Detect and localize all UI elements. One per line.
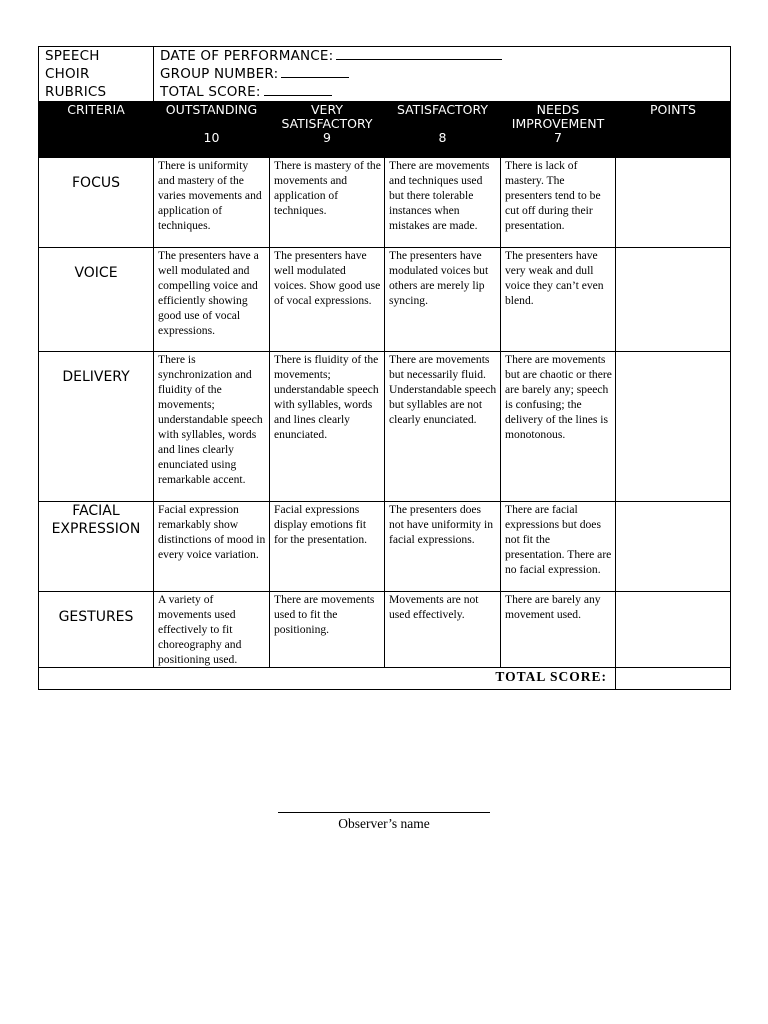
- total-row: [39, 668, 731, 690]
- criterion-delivery: DELIVERY: [39, 352, 154, 502]
- column-header-outstanding: OUTSTANDING 10: [154, 102, 270, 158]
- points-cell[interactable]: [616, 352, 731, 502]
- descriptor-cell: The presenters have a well modulated and compelling voice and efficiently showing good use of vocal expressions.: [154, 248, 270, 352]
- column-header-criteria: CRITERIA: [39, 102, 154, 158]
- column-header-points: POINTS: [616, 102, 731, 158]
- total-label: TOTAL SCORE:: [160, 84, 261, 100]
- descriptor-cell: A variety of movements used effectively to fit choreography and positioning used.: [154, 592, 270, 668]
- score-value: 9: [323, 130, 331, 145]
- descriptor-cell: The presenters have very weak and dull voice they can’t even blend.: [501, 248, 616, 352]
- table-row: [39, 592, 731, 668]
- descriptor-cell: There is fluidity of the movements; understandable speech with syllables, words and lines clearly enunciated.: [270, 352, 385, 502]
- descriptor-cell: Facial expression remarkably show distinctions of mood in every voice variation.: [154, 502, 270, 592]
- total-score-label: TOTAL SCORE:: [39, 668, 616, 690]
- score-value: 7: [554, 130, 562, 145]
- points-cell[interactable]: [616, 502, 731, 592]
- observer-signature-line[interactable]: [278, 812, 490, 813]
- score-value: 8: [438, 130, 447, 145]
- header-fields: [154, 47, 731, 102]
- column-header-very-satisfactory: VERY SATISFACTORY 9: [270, 102, 385, 158]
- descriptor-cell: There are movements but are chaotic or there are barely any; speech is confusing; the delivery of the lines is monotonous.: [501, 352, 616, 502]
- descriptor-cell: There are movements used to fit the positioning.: [270, 592, 385, 668]
- title-line: CHOIR: [45, 66, 90, 82]
- criterion-voice: VOICE: [39, 248, 154, 352]
- observer-name-label: Observer’s name: [338, 816, 430, 831]
- column-header-needs-improvement: NEEDS IMPROVEMENT 7: [501, 102, 616, 158]
- descriptor-cell: There is lack of mastery. The presenters tend to be cut off during their presentation.: [501, 158, 616, 248]
- descriptor-cell: There are movements and techniques used but there tolerable instances when mistakes are made.: [385, 158, 501, 248]
- date-label: DATE OF PERFORMANCE:: [160, 48, 334, 64]
- title-line: SPEECH: [45, 48, 100, 64]
- descriptor-cell: The presenters does not have uniformity in facial expressions.: [385, 502, 501, 592]
- table-row: [39, 502, 731, 592]
- descriptor-cell: There is uniformity and mastery of the varies movements and application of techniques.: [154, 158, 270, 248]
- criterion-focus: FOCUS: [39, 158, 154, 248]
- group-field[interactable]: [160, 65, 730, 83]
- descriptor-cell: The presenters have modulated voices but others are merely lip syncing.: [385, 248, 501, 352]
- table-row: [39, 352, 731, 502]
- descriptor-cell: The presenters have well modulated voices. Show good use of vocal expressions.: [270, 248, 385, 352]
- criterion-gestures: GESTURES: [39, 592, 154, 668]
- descriptor-cell: There are barely any movement used.: [501, 592, 616, 668]
- descriptor-cell: Movements are not used effectively.: [385, 592, 501, 668]
- table-row: [39, 248, 731, 352]
- points-cell[interactable]: [616, 158, 731, 248]
- criterion-facial-expression: FACIAL EXPRESSION: [39, 502, 154, 592]
- descriptor-cell: Facial expressions display emotions fit for the presentation.: [270, 502, 385, 592]
- descriptor-cell: There is mastery of the movements and application of techniques.: [270, 158, 385, 248]
- points-cell[interactable]: [616, 248, 731, 352]
- descriptor-cell: There are movements but necessarily fluid. Understandable speech but syllables are not clearly enunciated.: [385, 352, 501, 502]
- total-score-cell[interactable]: [616, 668, 731, 690]
- points-cell[interactable]: [616, 592, 731, 668]
- descriptor-cell: There are facial expressions but does not fit the presentation. There are no facial expression.: [501, 502, 616, 592]
- title-line: RUBRICS: [45, 84, 107, 100]
- group-label: GROUP NUMBER:: [160, 66, 279, 82]
- date-blank[interactable]: [336, 49, 502, 60]
- header-table: [38, 46, 731, 102]
- date-field[interactable]: [160, 47, 730, 65]
- table-row: [39, 158, 731, 248]
- rubric-table: [38, 101, 731, 690]
- header-row: [39, 102, 731, 158]
- total-field[interactable]: [160, 83, 730, 101]
- score-value: 10: [203, 130, 220, 145]
- column-header-satisfactory: SATISFACTORY 8: [385, 102, 501, 158]
- descriptor-cell: There is synchronization and fluidity of the movements; understandable speech with syllables, words and lines clearly enunciated using remarkable accent.: [154, 352, 270, 502]
- total-blank[interactable]: [264, 85, 332, 96]
- group-blank[interactable]: [281, 67, 349, 78]
- rubric-title: [39, 47, 154, 102]
